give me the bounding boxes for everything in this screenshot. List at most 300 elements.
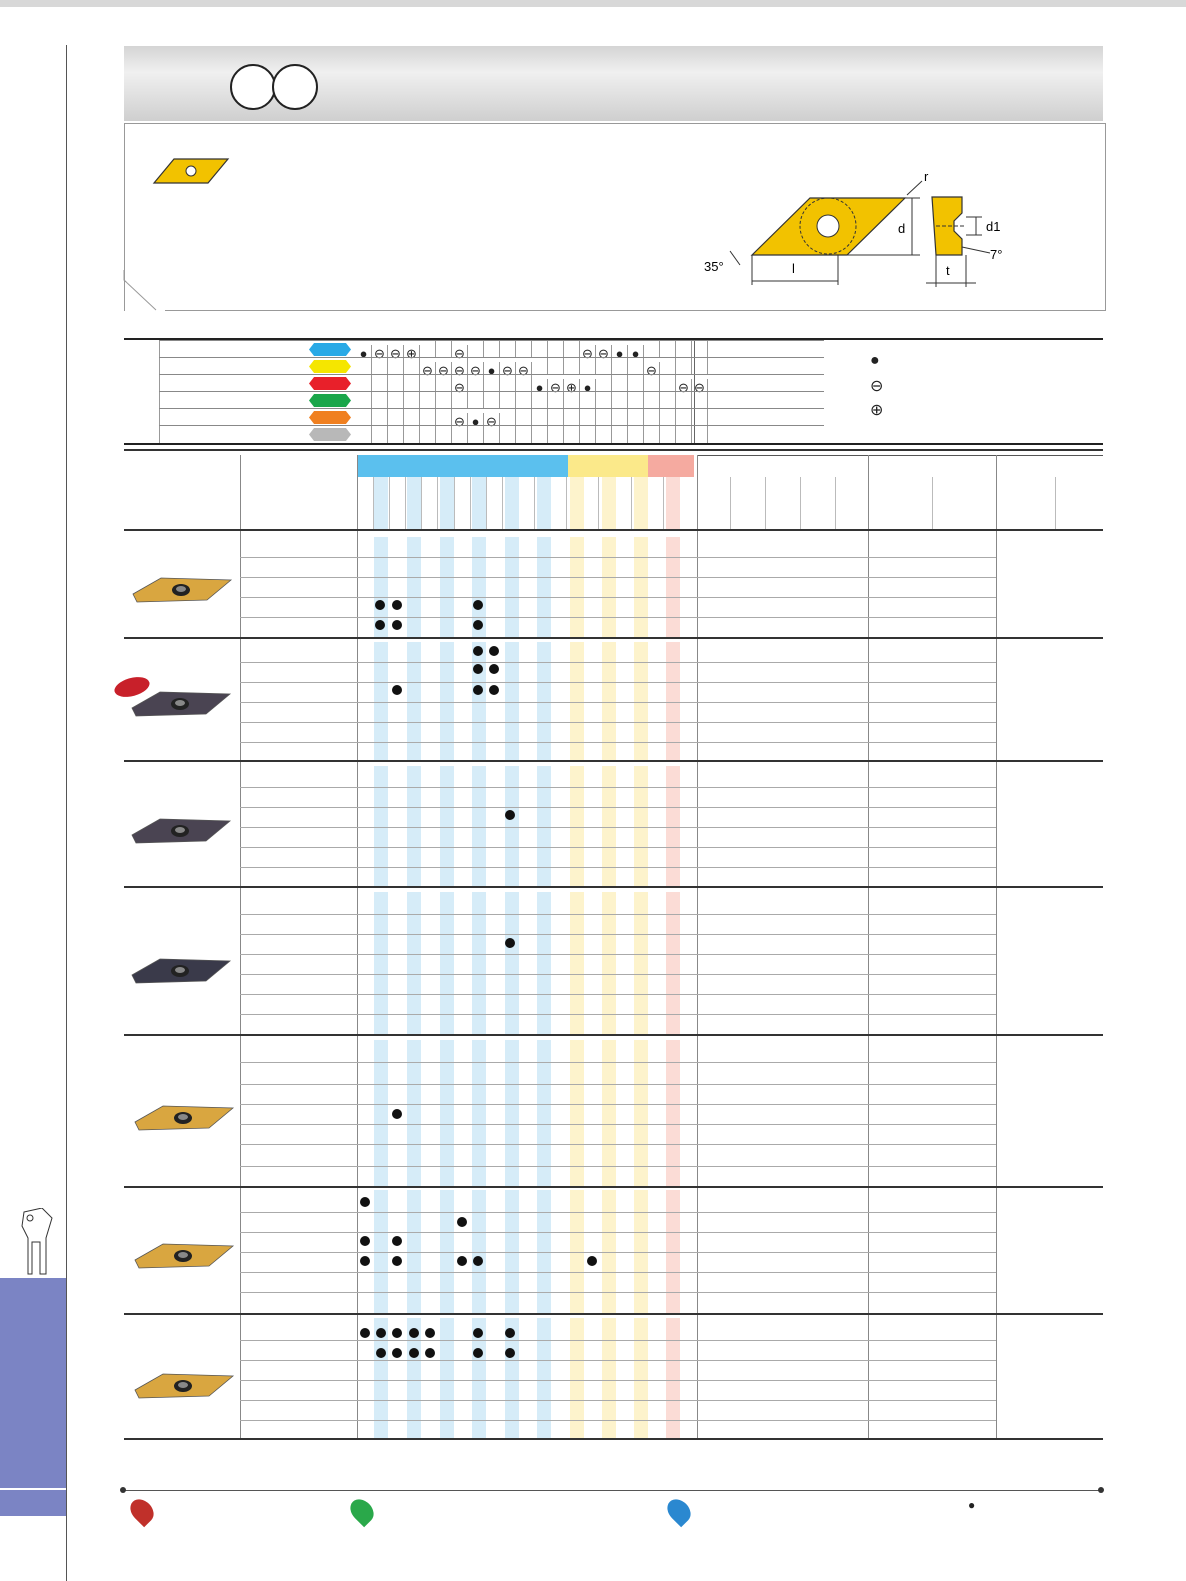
- legend-mark: [596, 426, 612, 443]
- legend-key: [870, 352, 883, 424]
- table-row-line: [240, 1292, 996, 1293]
- grade-mark-dot: [392, 600, 402, 610]
- section-rule: [124, 886, 1103, 888]
- legend-mark: [660, 375, 676, 392]
- legend-mark: [436, 409, 452, 426]
- legend-mark: [372, 409, 388, 426]
- legend-mark: [532, 426, 548, 443]
- legend-mark: [388, 409, 404, 426]
- grade-mark-dot: [505, 1328, 515, 1338]
- legend-mark: [532, 409, 548, 426]
- legend-mark: [532, 392, 548, 409]
- grade-col-line: [631, 477, 632, 529]
- table-row-line: [240, 847, 996, 848]
- legend-mark: ●: [484, 362, 500, 379]
- grade-stripe: [440, 537, 454, 637]
- legend-mark: [516, 392, 532, 409]
- grade-mark-dot: [489, 646, 499, 656]
- legend-mark: [612, 426, 628, 443]
- grade-mark-dot: [392, 1236, 402, 1246]
- legend-mark: [452, 426, 468, 443]
- legend-mark: ⊖: [420, 362, 436, 379]
- grade-mark-dot: [473, 1256, 483, 1266]
- grade-col-line: [598, 477, 599, 529]
- legend-row: [159, 408, 824, 429]
- legend-mark: [564, 409, 580, 426]
- legend-mark: ⊖: [452, 362, 468, 379]
- grade-mark-dot: [409, 1328, 419, 1338]
- table-row-line: [240, 1420, 996, 1421]
- grade-stripe: [602, 766, 616, 886]
- section-rule: [124, 760, 1103, 762]
- grade-mark-dot: [425, 1348, 435, 1358]
- legend-mark: [660, 341, 676, 358]
- legend-mark: [676, 426, 692, 443]
- grade-mark-dot: [473, 685, 483, 695]
- legend-mark: [580, 409, 596, 426]
- table-row-line: [240, 934, 996, 935]
- legend-mark: [644, 392, 660, 409]
- dim-d1-label: d1: [986, 219, 1001, 234]
- section-rule: [124, 1034, 1103, 1036]
- table-row-line: [240, 1360, 996, 1361]
- grade-mark-dot: [489, 685, 499, 695]
- grid-vline: [357, 455, 358, 1438]
- legend-mark: ⊖: [676, 379, 692, 396]
- legend-mark: [356, 392, 372, 409]
- grade-mark-dot: [457, 1256, 467, 1266]
- legend-mark: [612, 375, 628, 392]
- legend-mark: [644, 426, 660, 443]
- dim-d-label: d: [898, 221, 906, 236]
- legend-mark: ⊖: [436, 362, 452, 379]
- left-margin-frame: [0, 45, 67, 1205]
- grade-stripe: [602, 477, 616, 529]
- legend-mark: [484, 392, 500, 409]
- table-row-line: [240, 914, 996, 915]
- header-circle-2: [272, 64, 318, 110]
- table-row-line: [240, 974, 996, 975]
- legend-mark: [356, 358, 372, 375]
- legend-mark: [372, 392, 388, 409]
- legend-mark: [692, 409, 708, 426]
- legend-mark: [372, 375, 388, 392]
- legend-mark: ⊖: [596, 345, 612, 362]
- footer-pin-icon-blue: [663, 1495, 696, 1528]
- legend-mark: [548, 426, 564, 443]
- legend-mark: [484, 426, 500, 443]
- legend-mark: ⊖: [484, 413, 500, 430]
- table-row-line: [240, 787, 996, 788]
- grade-stripe: [374, 766, 388, 886]
- grade-stripe: [472, 766, 486, 886]
- legend-row: [159, 425, 824, 443]
- grade-col-line: [502, 477, 503, 529]
- grade-mark-dot: [505, 1348, 515, 1358]
- grade-stripe: [602, 537, 616, 637]
- table-row-line: [240, 1144, 996, 1145]
- grade-col-line: [534, 477, 535, 529]
- grade-mark-dot: [360, 1236, 370, 1246]
- legend-mark: [356, 426, 372, 443]
- key-possible-symbol: ⊕: [870, 402, 884, 419]
- dim-header-line: [697, 455, 1103, 456]
- grade-mark-dot: [376, 1328, 386, 1338]
- legend-mark: [484, 341, 500, 358]
- legend-mark: ●: [612, 345, 628, 362]
- grade-stripe: [537, 766, 551, 886]
- legend-mark: [676, 358, 692, 375]
- grade-mark-dot: [473, 646, 483, 656]
- legend-mark: [644, 409, 660, 426]
- table-row-line: [240, 867, 996, 868]
- table-row-line: [240, 1084, 996, 1085]
- legend-mark: ●: [628, 345, 644, 362]
- grade-mark-dot: [392, 1256, 402, 1266]
- left-margin-line: [66, 1205, 67, 1581]
- legend-mark: [564, 341, 580, 358]
- legend-mark: ⊖: [548, 379, 564, 396]
- grade-band: [648, 455, 694, 477]
- grade-stripe: [666, 537, 680, 637]
- legend-row: [159, 374, 824, 395]
- grade-stripe: [374, 477, 388, 529]
- grid-top-rule: [124, 449, 1103, 451]
- angle-7-label: 7°: [990, 247, 1003, 262]
- grade-col-line: [470, 477, 471, 529]
- grade-mark-dot: [457, 1217, 467, 1227]
- section-rule: [124, 637, 1103, 639]
- table-row-line: [240, 1104, 996, 1105]
- legend-mark: [676, 409, 692, 426]
- table-row-line: [240, 597, 996, 598]
- section-side-tab[interactable]: [0, 1278, 66, 1488]
- legend-mark: [692, 392, 708, 409]
- footer-pin-icon-green: [346, 1495, 379, 1528]
- legend-mark: [644, 375, 660, 392]
- grade-stripe: [666, 477, 680, 529]
- insert-photo: [130, 688, 234, 722]
- legend-mark: [596, 375, 612, 392]
- section-rule-bottom: [124, 1438, 1103, 1440]
- grid-vline: [240, 455, 241, 1438]
- grade-stripe: [666, 766, 680, 886]
- key-suitable-symbol: ⊖: [870, 378, 884, 395]
- legend-row: [159, 340, 824, 361]
- table-row-line: [240, 1272, 996, 1273]
- grade-stripe: [505, 477, 519, 529]
- legend-row: [159, 391, 824, 409]
- legend-mark: [628, 358, 644, 375]
- legend-mark: [420, 409, 436, 426]
- dim-l-label: l: [792, 261, 795, 276]
- table-row-line: [240, 1400, 996, 1401]
- legend-mark: [468, 392, 484, 409]
- grade-mark-dot: [375, 600, 385, 610]
- legend-mark: [612, 409, 628, 426]
- grade-stripe: [440, 766, 454, 886]
- grade-mark-dot: [392, 1109, 402, 1119]
- legend-mark: [420, 426, 436, 443]
- table-row-line: [240, 702, 996, 703]
- legend-mark: ⊕: [564, 379, 580, 396]
- legend-mark: [564, 426, 580, 443]
- grade-mark-dot: [375, 620, 385, 630]
- legend-mark: [564, 392, 580, 409]
- legend-mark: [596, 358, 612, 375]
- toolholder-icon: [18, 1208, 58, 1278]
- table-row-line: [240, 1380, 996, 1381]
- table-row-line: [240, 662, 996, 663]
- legend-mark: [548, 358, 564, 375]
- legend-mark: [548, 392, 564, 409]
- grade-mark-dot: [409, 1348, 419, 1358]
- insert-photo: [133, 1102, 237, 1136]
- insert-photo: [133, 1370, 237, 1404]
- legend-mark: [596, 409, 612, 426]
- table-row-line: [240, 742, 996, 743]
- table-row-line: [240, 807, 996, 808]
- footer-pin-icon-red: [126, 1495, 159, 1528]
- dim-col-line: [800, 477, 801, 529]
- legend-mark: [388, 358, 404, 375]
- legend-mark: [468, 341, 484, 358]
- insert-photo: [133, 1240, 237, 1274]
- grade-stripe: [505, 537, 519, 637]
- grade-band: [568, 455, 648, 477]
- legend-mark: ⊕: [404, 345, 420, 362]
- legend-mark: [628, 392, 644, 409]
- legend-mark: ⊖: [692, 379, 708, 396]
- legend-mark: [660, 358, 676, 375]
- legend-mark: ⊖: [452, 345, 468, 362]
- legend-mark: ●: [356, 345, 372, 362]
- grade-stripe: [407, 766, 421, 886]
- grade-mark-dot: [473, 1348, 483, 1358]
- material-color-tag: [309, 343, 351, 356]
- legend-mark: ⊖: [500, 362, 516, 379]
- grade-mark-dot: [473, 620, 483, 630]
- table-row-line: [240, 1212, 996, 1213]
- section-rule: [124, 1313, 1103, 1315]
- legend-mark: ⊖: [468, 362, 484, 379]
- grid-vline: [996, 455, 997, 1438]
- table-row-line: [240, 1232, 996, 1233]
- legend-mark: ⊖: [580, 345, 596, 362]
- legend-mark: [500, 375, 516, 392]
- legend-mark: [356, 409, 372, 426]
- legend-mark: [372, 426, 388, 443]
- grade-mark-dot: [489, 664, 499, 674]
- insert-shape-icon: [152, 155, 232, 187]
- grade-mark-dot: [392, 685, 402, 695]
- legend-mark: [644, 341, 660, 358]
- dim-col-line: [932, 477, 933, 529]
- grade-stripe: [472, 477, 486, 529]
- legend-mark: [516, 409, 532, 426]
- top-bar: [0, 0, 1186, 7]
- box-corner-cut: [122, 270, 166, 312]
- grid-vline: [697, 455, 698, 1438]
- legend-mark: [580, 426, 596, 443]
- legend-mark: [500, 426, 516, 443]
- legend-mark: [548, 409, 564, 426]
- grade-mark-dot: [392, 1328, 402, 1338]
- legend-mark: [388, 392, 404, 409]
- legend-mark: [356, 375, 372, 392]
- application-legend: [124, 338, 1103, 445]
- legend-mark: [660, 392, 676, 409]
- grade-mark-dot: [360, 1256, 370, 1266]
- legend-mark: [516, 426, 532, 443]
- grade-mark-dot: [473, 1328, 483, 1338]
- legend-mark: [404, 358, 420, 375]
- legend-mark: [388, 375, 404, 392]
- section-rule: [124, 529, 1103, 531]
- footer-rule: [124, 1490, 1103, 1491]
- legend-mark: [420, 392, 436, 409]
- grade-mark-dot: [587, 1256, 597, 1266]
- table-row-line: [240, 994, 996, 995]
- grade-col-line: [663, 477, 664, 529]
- grade-stripe: [537, 537, 551, 637]
- legend-mark: [516, 341, 532, 358]
- legend-mark: [436, 426, 452, 443]
- legend-mark: [692, 341, 708, 358]
- grade-mark-dot: [505, 938, 515, 948]
- legend-mark: [628, 426, 644, 443]
- grade-stripe: [570, 766, 584, 886]
- section-side-tab-small[interactable]: [0, 1490, 66, 1516]
- table-row-line: [240, 954, 996, 955]
- legend-mark: ⊖: [452, 413, 468, 430]
- legend-mark: [628, 375, 644, 392]
- legend-mark: [548, 341, 564, 358]
- dim-col-line: [730, 477, 731, 529]
- table-row-line: [240, 722, 996, 723]
- grade-stripe: [505, 766, 519, 886]
- legend-mark: ⊖: [644, 362, 660, 379]
- legend-mark: ●: [580, 379, 596, 396]
- grade-mark-dot: [392, 1348, 402, 1358]
- dim-t-label: t: [946, 263, 950, 278]
- grade-mark-dot: [360, 1197, 370, 1207]
- dim-col-line: [1055, 477, 1056, 529]
- legend-mark: [516, 375, 532, 392]
- table-row-line: [240, 577, 996, 578]
- legend-mark: [436, 392, 452, 409]
- table-row-line: [240, 617, 996, 618]
- grade-mark-dot: [473, 600, 483, 610]
- table-row-line: [240, 1252, 996, 1253]
- legend-mark: [628, 409, 644, 426]
- dim-col-line: [835, 477, 836, 529]
- grade-col-line: [486, 477, 487, 529]
- grade-col-line: [454, 477, 455, 529]
- grade-mark-dot: [360, 1328, 370, 1338]
- grade-col-line: [437, 477, 438, 529]
- material-color-tag: [309, 411, 351, 424]
- legend-mark: [420, 375, 436, 392]
- grade-mark-dot: [473, 664, 483, 674]
- grade-stripe: [634, 477, 648, 529]
- table-row-line: [240, 1166, 996, 1167]
- legend-mark: [532, 341, 548, 358]
- dim-col-line: [765, 477, 766, 529]
- legend-mark: [564, 358, 580, 375]
- key-recommended-symbol: ●: [870, 352, 880, 369]
- material-color-tag: [309, 360, 351, 373]
- legend-mark: [596, 392, 612, 409]
- header-circle-1: [230, 64, 276, 110]
- legend-mark: [532, 358, 548, 375]
- grade-stripe: [537, 477, 551, 529]
- material-color-tag: [309, 428, 351, 441]
- legend-mark: [676, 392, 692, 409]
- legend-mark: [372, 358, 388, 375]
- legend-mark: [692, 358, 708, 375]
- legend-mark: [580, 358, 596, 375]
- insert-photo: [130, 955, 234, 989]
- table-row-line: [240, 1340, 996, 1341]
- grade-mark-dot: [376, 1348, 386, 1358]
- table-row-line: [240, 682, 996, 683]
- grade-stripe: [440, 477, 454, 529]
- legend-mark: [612, 392, 628, 409]
- legend-mark: [612, 358, 628, 375]
- grade-col-line: [421, 477, 422, 529]
- legend-mark: [468, 375, 484, 392]
- legend-mark: [500, 409, 516, 426]
- legend-mark: [660, 409, 676, 426]
- table-row-line: [240, 1124, 996, 1125]
- legend-mark: ⊖: [388, 345, 404, 362]
- footer-bullet: ●: [968, 1498, 976, 1512]
- grade-col-line: [405, 477, 406, 529]
- grade-stripe: [634, 766, 648, 886]
- legend-mark: [404, 392, 420, 409]
- legend-mark: [404, 375, 420, 392]
- legend-mark: [452, 392, 468, 409]
- legend-mark: ⊖: [372, 345, 388, 362]
- grade-stripe: [634, 537, 648, 637]
- legend-mark: [580, 392, 596, 409]
- grade-col-line: [566, 477, 567, 529]
- legend-mark: [500, 341, 516, 358]
- legend-mark: [404, 409, 420, 426]
- grade-stripe: [407, 537, 421, 637]
- legend-mark: [676, 341, 692, 358]
- dim-r-label: r: [924, 169, 929, 184]
- material-color-tag: [309, 394, 351, 407]
- grade-stripe: [570, 477, 584, 529]
- material-color-tag: [309, 377, 351, 390]
- legend-mark: [436, 375, 452, 392]
- grade-band: [357, 455, 568, 477]
- angle-35-label: 35°: [704, 259, 724, 274]
- legend-mark: ⊖: [452, 379, 468, 396]
- grade-stripe: [570, 537, 584, 637]
- insert-dimension-diagram: [700, 165, 1020, 300]
- table-row-line: [240, 1014, 996, 1015]
- grade-mark-dot: [392, 620, 402, 630]
- table-row-line: [240, 827, 996, 828]
- grade-col-line: [389, 477, 390, 529]
- legend-mark: ⊖: [516, 362, 532, 379]
- legend-mark: [388, 426, 404, 443]
- legend-mark: [500, 392, 516, 409]
- insert-photo: [130, 815, 234, 849]
